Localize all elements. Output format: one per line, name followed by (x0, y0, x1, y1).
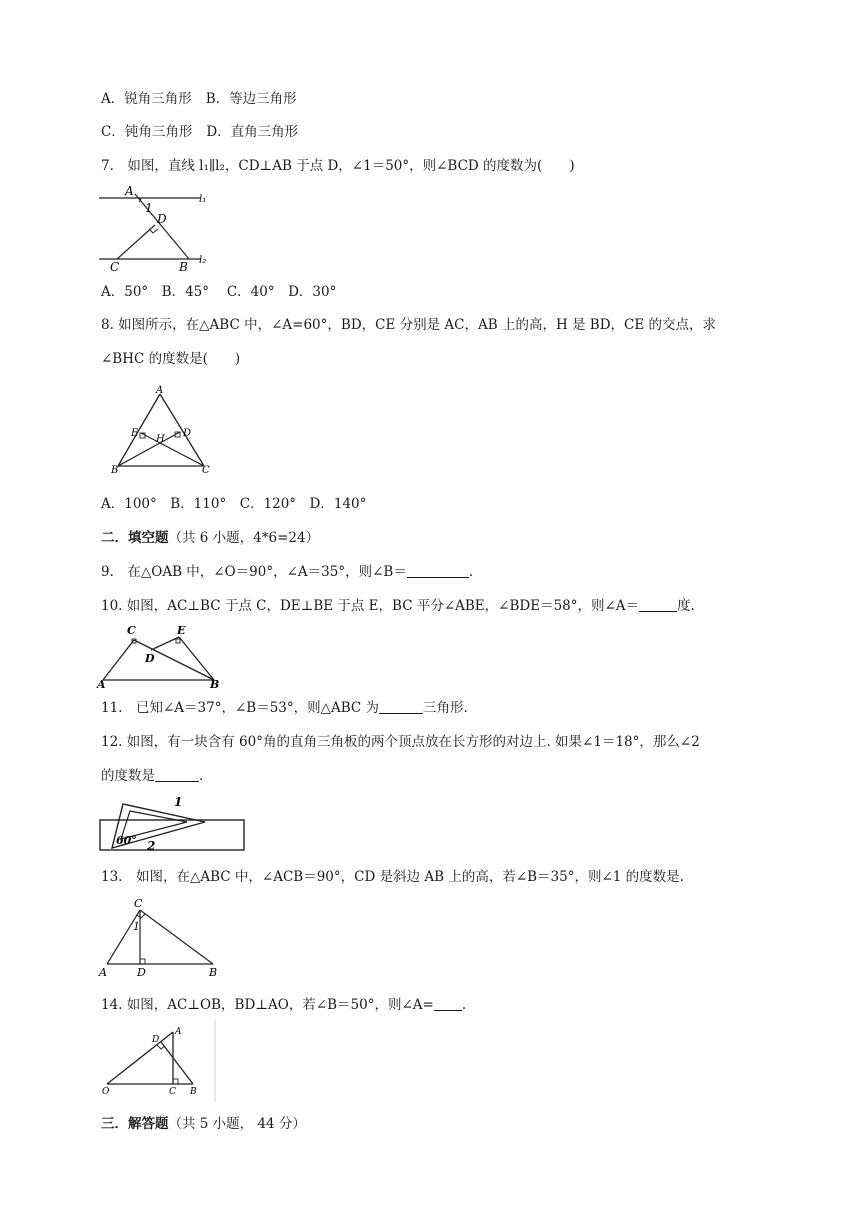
section-3-note: （共 5 小题， 44 分） (168, 1116, 306, 1132)
q13-figure (97, 896, 227, 982)
q14-label-c: C (169, 1087, 176, 1097)
q11-answer-blank[interactable] (379, 699, 423, 714)
q7-label-b: B (179, 260, 188, 274)
q6-options-row-1 (101, 89, 297, 109)
q14-figure (97, 1020, 227, 1106)
q13-label-b: B (209, 966, 218, 979)
section-2-title: 填空题 (128, 530, 169, 546)
q10-label-c: C (127, 624, 136, 637)
q8-label-d: D (183, 428, 192, 439)
section-3-heading (101, 1114, 306, 1134)
q10-label-e: E (177, 624, 186, 637)
q8-options: A．100° B．110° C．120° D．140° (101, 496, 367, 512)
q13-side-cb (140, 910, 213, 964)
section-3-title: 解答题 (128, 1116, 169, 1132)
q12-answer-blank[interactable] (155, 767, 199, 782)
q10-answer-blank[interactable] (639, 597, 677, 612)
q12-label-60: 60° (116, 834, 137, 847)
q8-stem-line1: 8. 如图所示，在△ABC 中，∠A=60°，BD，CE 分别是 AC，AB 上的高，H 是 BD，CE 的交点，求 (101, 317, 717, 333)
q14-label-d: D (152, 1035, 160, 1045)
q12-line2-text: 的度数是 (101, 768, 155, 784)
q10-segment-de (151, 637, 179, 650)
q8-side-ac (160, 394, 204, 466)
q14-segment-bd (161, 1042, 193, 1084)
q14 (101, 995, 466, 1015)
q7-label-1: 1 (145, 201, 153, 215)
q6-option-d: D．直角三角形 (206, 124, 299, 140)
q8-label-h: H (156, 434, 165, 445)
q14-label-b: B (190, 1087, 197, 1097)
q14-text: 14. 如图，AC⊥OB，BD⊥AO，若∠B＝50°，则∠A= (101, 997, 434, 1013)
q7-segment-ab (135, 194, 189, 259)
section-3-number: 三． (101, 1116, 128, 1132)
section-2-heading (101, 528, 319, 548)
q6-option-a: A．锐角三角形 (101, 91, 192, 107)
q13-label-c: C (134, 897, 143, 910)
q10-text-end: 度. (677, 598, 695, 614)
section-2-note: （共 6 小题，4*6=24） (168, 530, 320, 546)
q7-label-d: D (157, 212, 167, 226)
q8-label-e: E (131, 428, 139, 439)
q10-label-b: B (210, 678, 220, 691)
q13-stem: 13. 如图，在△ABC 中，∠ACB＝90°，CD 是斜边 AB 上的高，若∠B＝35°，则∠1 的度数是. (101, 869, 684, 885)
q13-right-angle-c (137, 914, 145, 918)
q13-label-a: A (99, 966, 107, 979)
q9-text: 9. 在△OAB 中，∠O＝90°，∠A＝35°，则∠B＝ (101, 564, 407, 580)
q7-segment-cd (117, 225, 155, 259)
q10-right-angle-e (176, 639, 180, 643)
q12-figure (97, 794, 247, 854)
q12-label-1: 1 (174, 795, 183, 809)
q8-stem-line2: ∠BHC 的度数是( ) (101, 351, 241, 367)
q11 (101, 698, 468, 718)
q14-label-o: O (102, 1087, 110, 1097)
q14-label-a: A (175, 1027, 182, 1037)
q9 (101, 562, 473, 582)
q9-text-end: . (468, 564, 474, 580)
q7-options: A．50° B．45° C．40° D．30° (101, 284, 337, 300)
q13-right-angle-d (140, 959, 145, 964)
q6-options-row-2 (101, 122, 298, 142)
q7-stem: 7. 如图，直线 l₁∥l₂，CD⊥AB 于点 D，∠1＝50°，则∠BCD 的度数为( ) (101, 158, 575, 174)
q12-line1: 12. 如图，有一块含有 60°角的直角三角板的两个顶点放在长方形的对边上. 如果∠1＝18°，那么∠2 (101, 734, 700, 750)
q8-label-a: A (156, 385, 164, 396)
q13-label-1: 1 (133, 920, 140, 933)
q13-side-ac (107, 910, 140, 964)
q10-label-d: D (145, 652, 155, 665)
q7-figure (97, 182, 217, 272)
q8-label-b: B (111, 465, 119, 476)
q8-side-ab (118, 394, 160, 466)
section-2-number: 二． (101, 530, 128, 546)
q7-label-l2: l₂ (199, 255, 207, 266)
q14-answer-blank[interactable] (434, 996, 462, 1011)
q12-line2-end: . (199, 768, 204, 784)
q7-label-l1: l₁ (199, 194, 207, 205)
q14-segment-oa (107, 1032, 173, 1084)
q7-label-c: C (110, 260, 120, 274)
q14-text-end: . (461, 997, 467, 1013)
q10-text: 10. 如图，AC⊥BC 于点 C，DE⊥BE 于点 E，BC 平分∠ABE，∠BDE＝58°，则∠A＝ (101, 598, 640, 614)
q6-option-c: C．钝角三角形 (101, 124, 193, 140)
q9-answer-blank[interactable] (407, 563, 469, 578)
q10-label-a: A (97, 678, 106, 691)
q10-segment-eb (179, 637, 214, 680)
q10-segment-ac (103, 640, 134, 680)
q10 (101, 596, 695, 616)
q10-figure (97, 624, 227, 690)
q11-text: 11. 已知∠A＝37°，∠B＝53°，则△ABC 为 (101, 700, 380, 716)
q8-label-c: C (202, 465, 210, 476)
q14-right-angle-c (173, 1079, 178, 1084)
q8-figure (110, 386, 220, 476)
q12-line2 (101, 766, 203, 786)
q13-label-d: D (137, 966, 146, 979)
q6-option-b: B．等边三角形 (205, 91, 297, 107)
q12-label-2: 2 (147, 839, 156, 853)
q7-label-a: A (125, 184, 134, 198)
q11-text-end: 三角形. (423, 700, 468, 716)
